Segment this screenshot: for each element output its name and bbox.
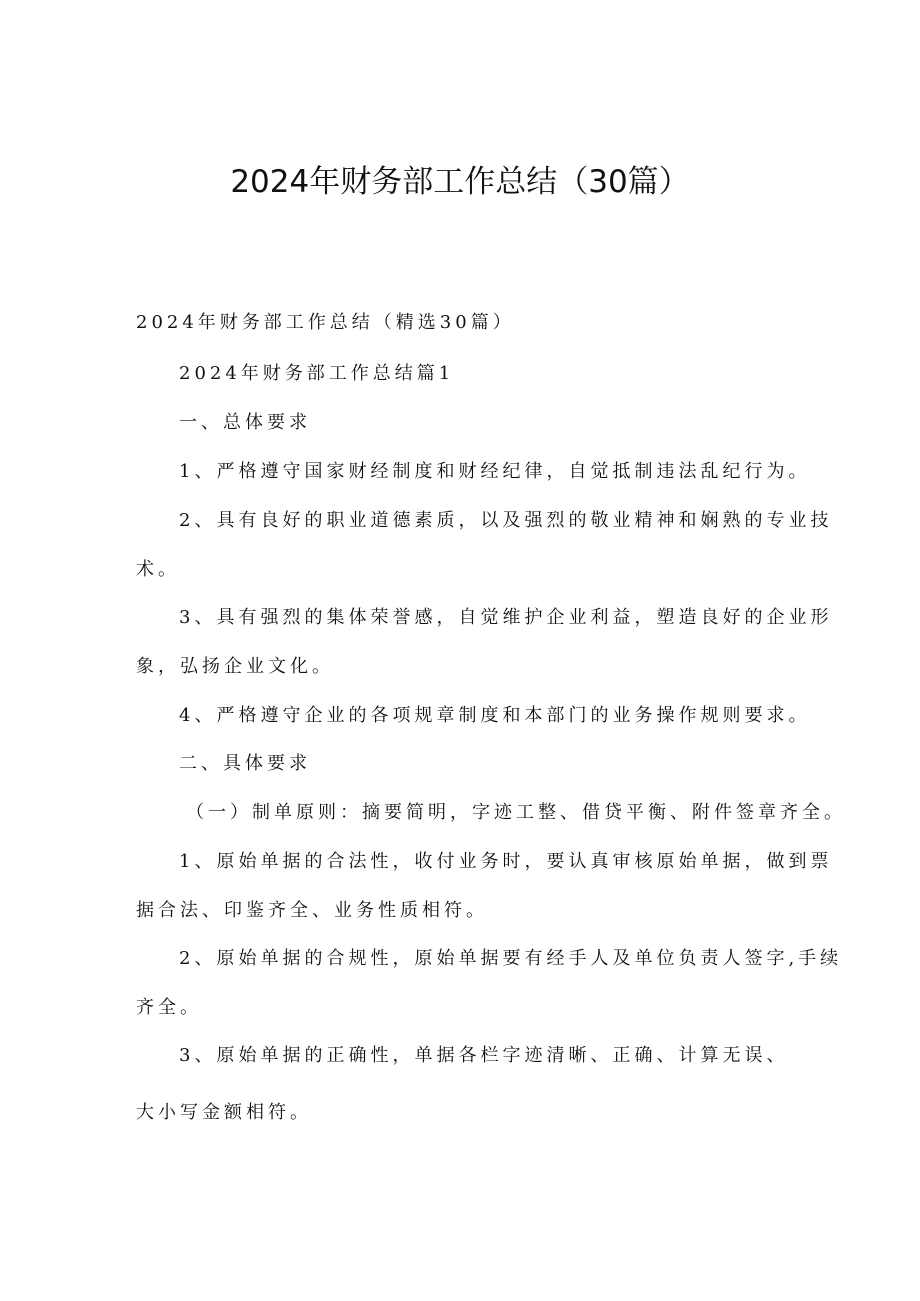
section-heading: 2024年财务部工作总结篇1 xyxy=(179,363,455,384)
paragraph-line: 4、严格遵守企业的各项规章制度和本部门的业务操作规则要求。 xyxy=(179,705,811,726)
paragraph-line: 2、原始单据的合规性，原始单据要有经手人及单位负责人签字,手续 xyxy=(179,948,843,969)
paragraph-line: 大小写金额相符。 xyxy=(136,1102,312,1123)
subheading-specific-requirements: 二、具体要求 xyxy=(179,753,311,774)
paragraph-line: 齐全。 xyxy=(136,997,202,1018)
paragraph-line: 据合法、印鉴齐全、业务性质相符。 xyxy=(136,900,488,921)
paragraph-line: 3、原始单据的正确性，单据各栏字迹清晰、正确、计算无误、 xyxy=(179,1045,789,1066)
paragraph-line: 1、严格遵守国家财经制度和财经纪律，自觉抵制违法乱纪行为。 xyxy=(179,461,811,482)
paragraph-line: （一）制单原则：摘要简明，字迹工整、借贷平衡、附件签章齐全。 xyxy=(186,802,846,823)
subtitle-line: 2024年财务部工作总结（精选30篇） xyxy=(136,312,515,333)
paragraph-line: 3、具有强烈的集体荣誉感，自觉维护企业利益，塑造良好的企业形 xyxy=(179,607,833,628)
paragraph-line: 象，弘扬企业文化。 xyxy=(136,656,334,677)
paragraph-line: 2、具有良好的职业道德素质，以及强烈的敬业精神和娴熟的专业技 xyxy=(179,510,833,531)
subheading-general-requirements: 一、总体要求 xyxy=(179,412,311,433)
paragraph-line: 1、原始单据的合法性，收付业务时，要认真审核原始单据，做到票 xyxy=(179,851,833,872)
paragraph-line: 术。 xyxy=(136,559,180,580)
document-title: 2024年财务部工作总结（30篇） xyxy=(230,164,690,200)
